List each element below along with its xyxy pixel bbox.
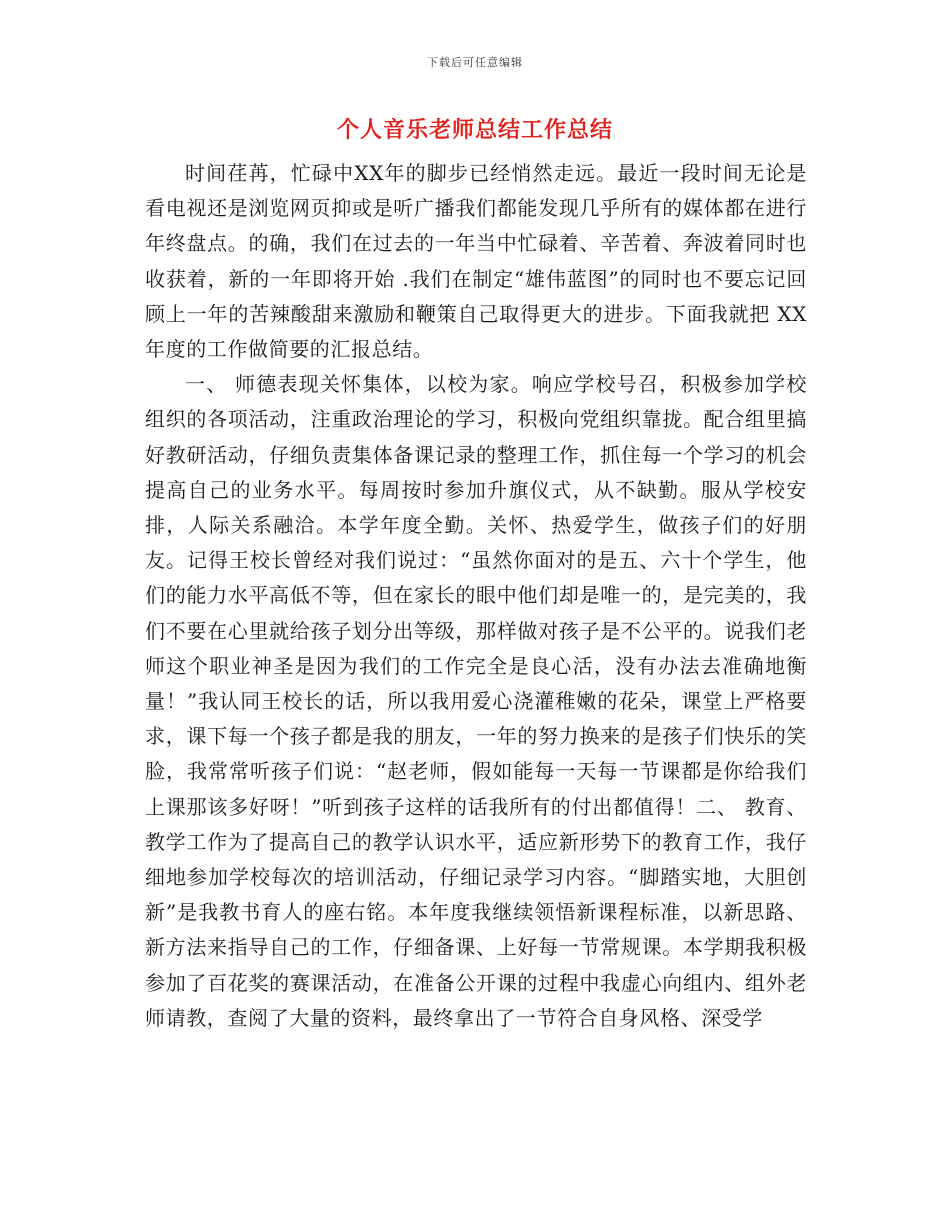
header-note: 下载后可任意编辑 (427, 56, 523, 69)
document-title: 个人音乐老师总结工作总结 (336, 117, 613, 143)
document-body (145, 156, 807, 1036)
paragraph-intro: 时间荏苒，忙碌中XX年的脚步已经悄然走远。最近一段时间无论是看电视还是浏览网页抑或是听广播我们都能发现几乎所有的媒体都在进行年终盘点。的确，我们在过去的一年当中忙碌着、辛苦着、奔波着同时也收获着，新的一年即将开始 .我们在制定“雄伟蓝图”的同时也不要忘记回顾上一年的苦辣酸甜来激励和鞭策自己取得更大的进步。下面我就把 XX 年度的工作做简要的汇报总结。 (145, 161, 807, 362)
paragraph-main: 一、 师德表现关怀集体，以校为家。响应学校号召，积极参加学校组织的各项活动，注重政治理论的学习，积极向党组织靠拢。配合组里搞好教研活动，仔细负责集体备课记录的整理工作，抓住每一个学习的机会提高自己的业务水平。每周按时参加升旗仪式，从不缺勤。服从学校安排，人际关系融洽。本学年度全勤。关怀、热爱学生，做孩子们的好朋友。记得王校长曾经对我们说过：“虽然你面对的是五、六十个学生，他们的能力水平高低不等，但在家长的眼中他们却是唯一的，是完美的，我们不要在心里就给孩子划分出等级，那样做对孩子是不公平的。说我们老师这个职业神圣是因为我们的工作完全是良心活，没有办法去准确地衡量！”我认同王校长的话，所以我用爱心浇灌稚嫩的花朵，课堂上严格要求，课下每一个孩子都是我的朋友，一年的努力换来的是孩子们快乐的笑脸，我常常听孩子们说：“赵老师，假如能每一天每一节课都是你给我们上课那该多好呀！”听到孩子这样的话我所有的付出都值得！二、 教育、教学工作为了提高自己的教学认识水平，适应新形势下的教育工作，我仔细地参加学校每次的培训活动，仔细记录学习内容。“脚踏实地，大胆创新”是我教书育人的座右铭。本年度我继续领悟新课程标准，以新思路、新方法来指导自己的工作，仔细备课、上好每一节常规课。本学期我积极参加了百花奖的赛课活动，在准备公开课的过程中我虚心向组内、组外老师请教，查阅了大量的资料，最终拿出了一节符合自身风格、深受学 (145, 372, 807, 1030)
